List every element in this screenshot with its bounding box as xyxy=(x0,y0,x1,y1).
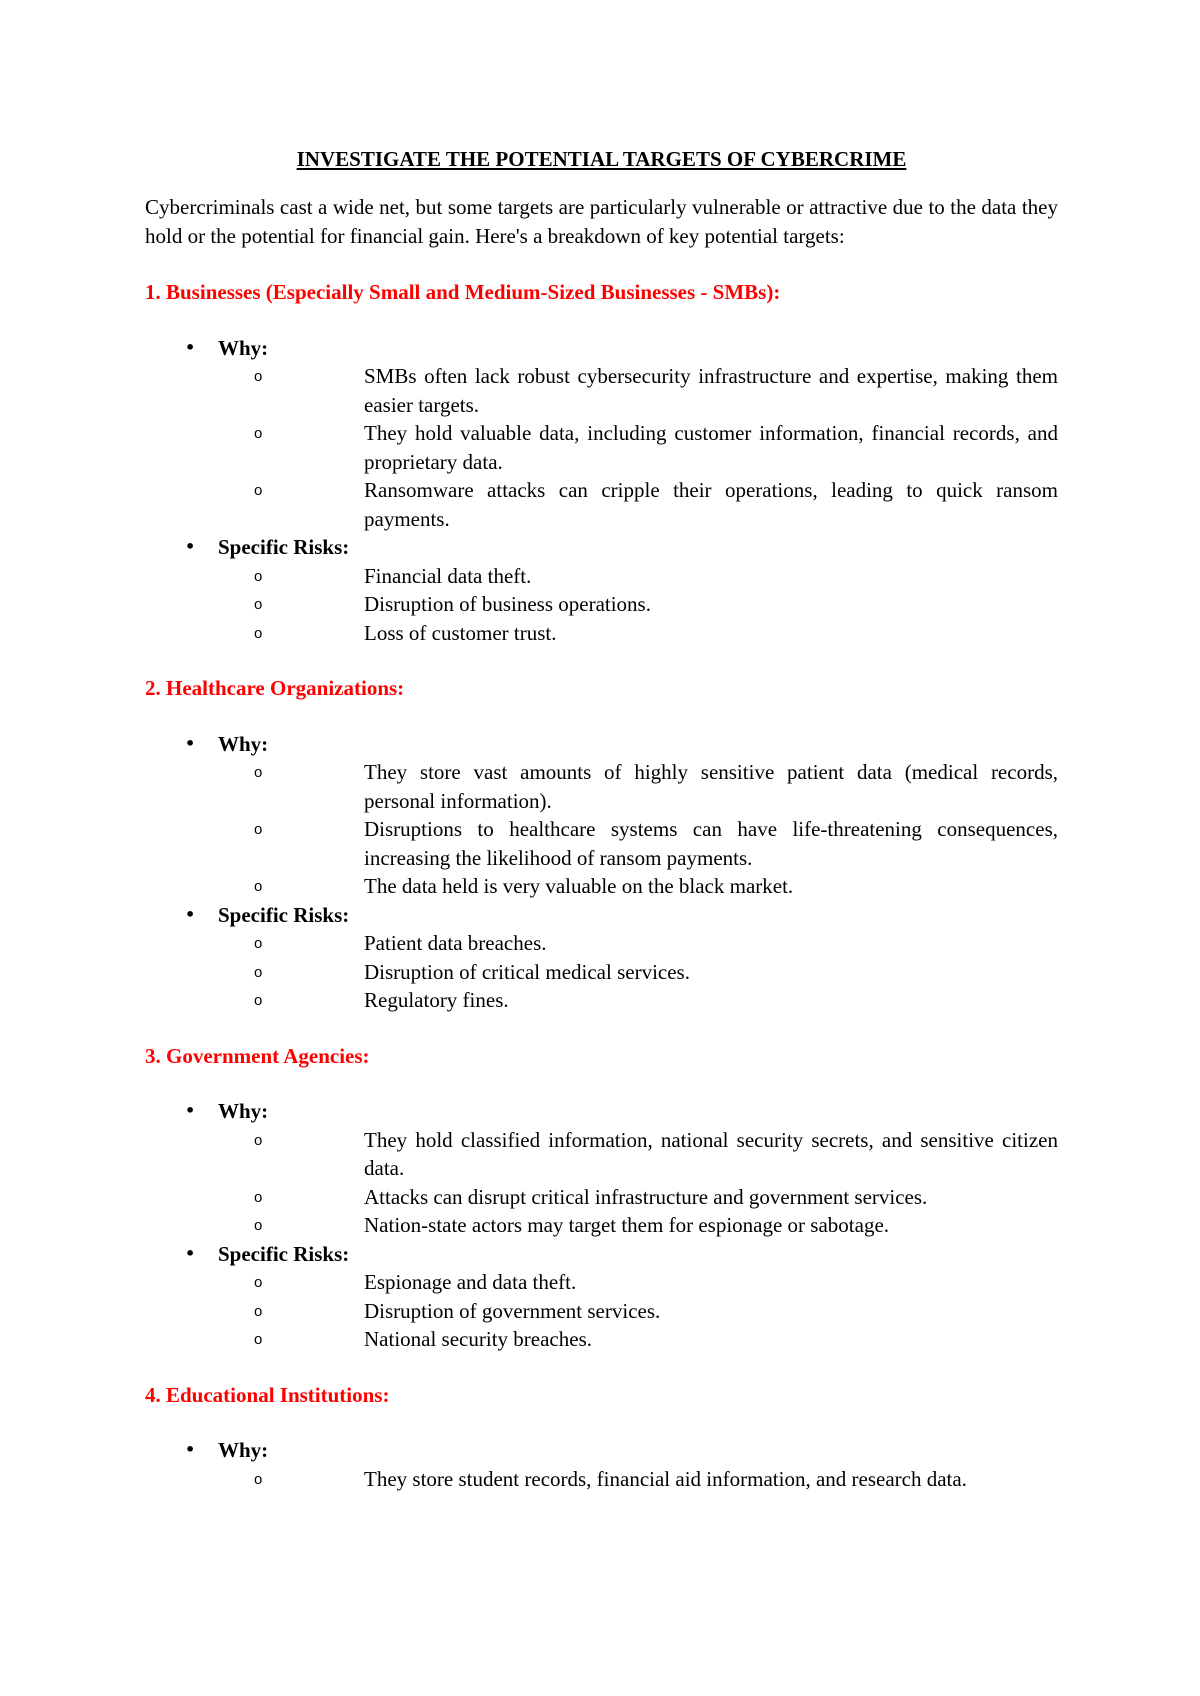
sub-item-text: Regulatory fines. xyxy=(364,988,509,1012)
sub-list-item xyxy=(145,1126,1058,1183)
section-heading: 4. Educational Institutions: xyxy=(145,1382,390,1407)
section-list xyxy=(145,730,1058,1015)
sub-bullet-icon: o xyxy=(254,482,263,499)
sub-list xyxy=(218,1268,1058,1354)
sub-bullet-icon: o xyxy=(254,1302,263,1320)
sub-bullet-icon: o xyxy=(254,1188,263,1206)
section-heading: 1. Businesses (Especially Small and Medium-Sized Businesses - SMBs): xyxy=(145,280,781,304)
sub-item-text: The data held is very valuable on the black market. xyxy=(364,874,794,898)
section-heading: 2. Healthcare Organizations: xyxy=(145,676,405,700)
document-body xyxy=(145,145,1058,1520)
section-heading: 3. Government Agencies: xyxy=(145,1043,370,1068)
bullet-icon: • xyxy=(185,1243,196,1263)
group-label: Why: xyxy=(218,1099,269,1123)
sub-list-item xyxy=(145,1183,1058,1212)
sub-item-text: Disruptions to healthcare systems can have life-threatening consequences, increasing the likelihood of ransom payments. xyxy=(364,817,1058,870)
sub-item-text: Patient data breaches. xyxy=(364,931,547,955)
bullet-icon: • xyxy=(185,733,196,753)
list-item xyxy=(145,730,1058,901)
list-item xyxy=(145,533,1058,647)
sub-list xyxy=(218,929,1058,1015)
sub-list-item xyxy=(145,1465,1058,1494)
sub-item-text: They store student records, financial aid information, and research data. xyxy=(364,1466,967,1491)
sub-bullet-icon: o xyxy=(254,878,263,895)
sub-item-text: Espionage and data theft. xyxy=(364,1270,577,1294)
document-title: INVESTIGATE THE POTENTIAL TARGETS OF CYBERCRIME xyxy=(296,147,907,171)
bullet-icon: • xyxy=(185,1440,196,1459)
sub-list-item xyxy=(145,958,1058,987)
sub-list-item xyxy=(145,562,1058,591)
sub-list-item xyxy=(145,1211,1058,1240)
sub-list-item xyxy=(145,419,1058,476)
sub-item-text: Loss of customer trust. xyxy=(364,620,557,645)
sub-list-item xyxy=(145,590,1058,619)
sub-item-text: Nation-state actors may target them for espionage or sabotage. xyxy=(364,1213,890,1237)
sub-item-text: Disruption of critical medical services. xyxy=(364,959,690,984)
sub-item-text: Ransomware attacks can cripple their operations, leading to quick ransom payments. xyxy=(364,478,1058,531)
group-label: Why: xyxy=(218,1438,269,1462)
sub-list-item xyxy=(145,872,1058,901)
sub-bullet-icon: o xyxy=(254,1274,263,1291)
sub-list-item xyxy=(145,1268,1058,1297)
sub-item-text: National security breaches. xyxy=(364,1327,592,1351)
sub-list xyxy=(218,362,1058,533)
group-label: Why: xyxy=(218,335,269,360)
sub-list-item xyxy=(145,1325,1058,1354)
sub-item-text: They hold classified information, national security secrets, and sensitive citizen data. xyxy=(364,1127,1058,1180)
sub-bullet-icon: o xyxy=(254,1217,263,1234)
sub-list xyxy=(218,758,1058,901)
sub-item-text: Attacks can disrupt critical infrastructure and government services. xyxy=(364,1184,928,1209)
sub-bullet-icon: o xyxy=(254,596,263,613)
sub-bullet-icon: o xyxy=(254,764,263,781)
sub-item-text: Disruption of government services. xyxy=(364,1298,661,1323)
sub-item-text: They hold valuable data, including customer information, financial records, and proprietary data. xyxy=(364,421,1058,474)
group-label: Specific Risks: xyxy=(218,1241,350,1266)
sub-bullet-icon: o xyxy=(254,963,263,981)
group-label: Specific Risks: xyxy=(218,902,350,927)
sub-bullet-icon: o xyxy=(254,992,263,1009)
sub-list-item xyxy=(145,929,1058,958)
sub-list-item xyxy=(145,815,1058,872)
sections-container xyxy=(145,278,1058,1493)
section-list xyxy=(145,1097,1058,1354)
list-item xyxy=(145,901,1058,1015)
bullet-icon: • xyxy=(185,537,196,556)
sub-list-item xyxy=(145,1297,1058,1326)
sub-list xyxy=(218,1126,1058,1240)
group-label: Why: xyxy=(218,731,269,756)
sub-list-item xyxy=(145,619,1058,648)
section-list xyxy=(145,1436,1058,1493)
sub-item-text: They store vast amounts of highly sensitive patient data (medical records, personal information). xyxy=(364,760,1058,813)
list-item xyxy=(145,1436,1058,1493)
sub-list-item xyxy=(145,758,1058,815)
intro-paragraph: Cybercriminals cast a wide net, but some targets are particularly vulnerable or attractive due to the data they hold or the potential for financial gain. Here's a breakdown of key potential targets: xyxy=(145,195,1058,248)
list-item xyxy=(145,334,1058,534)
sub-list-item xyxy=(145,986,1058,1015)
list-item xyxy=(145,1240,1058,1354)
sub-list xyxy=(218,562,1058,648)
sub-bullet-icon: o xyxy=(254,935,263,952)
sub-bullet-icon: o xyxy=(254,567,263,585)
section-list xyxy=(145,334,1058,648)
sub-bullet-icon: o xyxy=(254,821,263,838)
group-label: Specific Risks: xyxy=(218,535,350,559)
bullet-icon: • xyxy=(185,1101,196,1120)
list-item xyxy=(145,1097,1058,1240)
sub-list xyxy=(218,1465,1058,1494)
sub-item-text: SMBs often lack robust cybersecurity infrastructure and expertise, making them easier targets. xyxy=(364,364,1058,417)
sub-item-text: Financial data theft. xyxy=(364,563,532,588)
sub-list-item xyxy=(145,476,1058,533)
bullet-icon: • xyxy=(185,337,196,357)
bullet-icon: • xyxy=(185,904,196,924)
sub-bullet-icon: o xyxy=(254,1331,263,1348)
sub-bullet-icon: o xyxy=(254,425,263,442)
sub-bullet-icon: o xyxy=(254,1131,263,1149)
sub-bullet-icon: o xyxy=(254,624,263,642)
sub-bullet-icon: o xyxy=(254,1470,263,1488)
sub-bullet-icon: o xyxy=(254,368,263,385)
sub-list-item xyxy=(145,362,1058,419)
sub-item-text: Disruption of business operations. xyxy=(364,592,651,616)
